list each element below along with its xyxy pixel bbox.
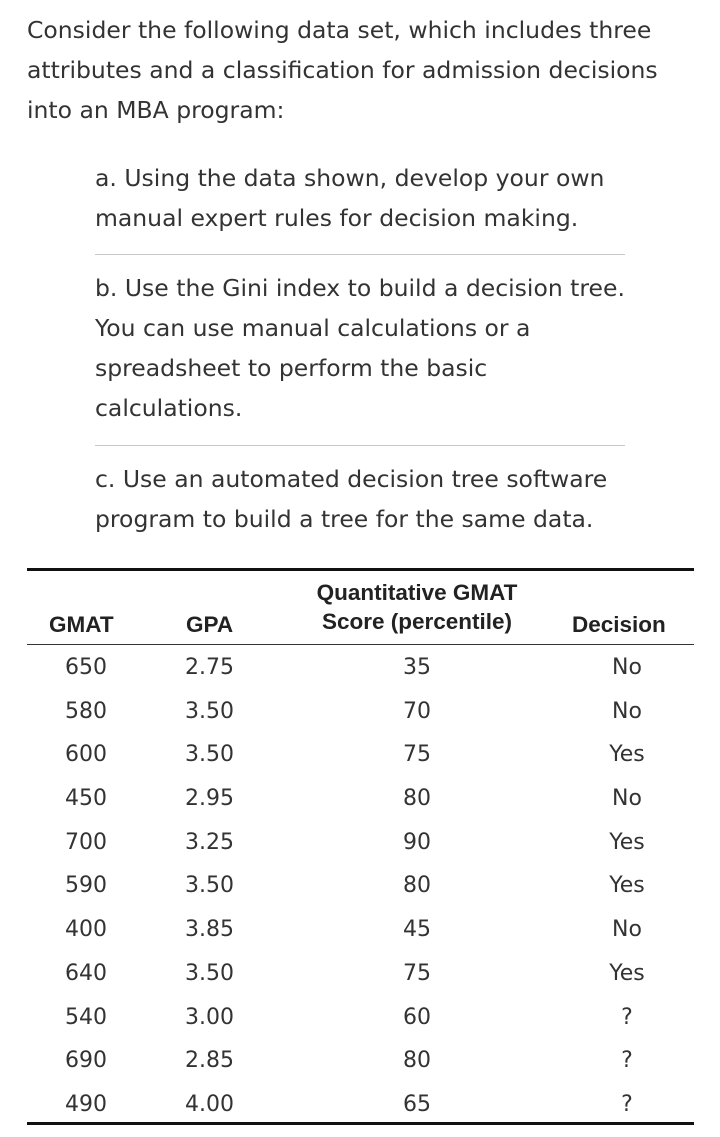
cell-decision: ? (621, 1091, 633, 1117)
cell-gmat: 700 (65, 829, 107, 855)
header-gpa: GPA (186, 612, 234, 637)
cell-gmat: 490 (65, 1091, 107, 1117)
table-row (27, 1039, 694, 1083)
cell-gpa: 2.75 (185, 655, 234, 680)
header-quant-line2: Score (percentile) (321, 609, 513, 634)
cell-quant: 75 (403, 960, 431, 986)
part-c-text: c. Use an automated decision tree software program to build a tree for the same data. (95, 465, 608, 533)
cell-gpa: 3.50 (185, 960, 234, 986)
table-row (27, 952, 694, 996)
table-row (27, 908, 694, 952)
table-row (27, 821, 694, 865)
cell-gmat: 600 (65, 742, 107, 768)
cell-quant: 35 (403, 655, 431, 680)
cell-quant: 60 (403, 1004, 431, 1030)
cell-quant: 80 (403, 786, 431, 812)
cell-gpa: 4.00 (185, 1091, 234, 1117)
table-row (27, 690, 694, 734)
cell-quant: 80 (403, 873, 431, 899)
table-row (27, 733, 694, 777)
cell-gpa: 2.85 (185, 1048, 234, 1074)
cell-quant: 65 (403, 1091, 431, 1117)
cell-decision: No (612, 786, 642, 812)
cell-gmat: 640 (65, 960, 107, 986)
cell-gmat: 690 (65, 1048, 107, 1074)
cell-decision: Yes (609, 960, 645, 986)
header-quant-line1: Quantitative GMAT (316, 580, 518, 605)
cell-gmat: 400 (65, 917, 107, 943)
header-decision: Decision (572, 612, 666, 637)
table-body (27, 646, 694, 1127)
cell-decision: ? (621, 1004, 633, 1030)
table-row (27, 864, 694, 908)
cell-gmat: 650 (65, 655, 107, 680)
part-b-text: b. Use the Gini index to build a decision tree. You can use manual calculations or a spreadsheet to perform the basic calculations. (95, 274, 625, 422)
cell-gmat: 590 (65, 873, 107, 899)
header-quantitative-gmat (282, 578, 552, 636)
cell-gpa: 3.50 (185, 742, 234, 768)
cell-gpa: 3.85 (185, 917, 234, 943)
table-row (27, 996, 694, 1040)
part-a-text: a. Using the data shown, develop your own manual expert rules for decision making. (95, 164, 605, 232)
table-header-rule (27, 644, 694, 645)
cell-gpa: 3.00 (185, 1004, 234, 1030)
cell-quant: 90 (403, 829, 431, 855)
cell-decision: No (612, 917, 642, 943)
cell-decision: No (612, 655, 642, 680)
cell-gpa: 3.50 (185, 698, 234, 724)
divider (95, 254, 625, 255)
cell-quant: 45 (403, 917, 431, 943)
table-top-rule (27, 568, 694, 571)
cell-decision: Yes (609, 829, 645, 855)
table-row (27, 777, 694, 821)
cell-quant: 80 (403, 1048, 431, 1074)
cell-gpa: 3.50 (185, 873, 234, 899)
table-row (27, 1083, 694, 1127)
cell-quant: 70 (403, 698, 431, 724)
cell-decision: Yes (609, 873, 645, 899)
cell-gmat: 580 (65, 698, 107, 724)
cell-gmat: 540 (65, 1004, 107, 1030)
cell-decision: No (612, 698, 642, 724)
table-row (27, 646, 694, 690)
intro-text: Consider the following data set, which includes three attributes and a classification for admission decisions into an MBA program: (27, 16, 658, 124)
cell-gpa: 2.95 (185, 786, 234, 812)
cell-gmat: 450 (65, 786, 107, 812)
header-gmat: GMAT (49, 612, 114, 637)
cell-decision: ? (621, 1048, 633, 1074)
cell-quant: 75 (403, 742, 431, 768)
divider (95, 445, 625, 446)
cell-gpa: 3.25 (185, 829, 234, 855)
cell-decision: Yes (609, 742, 645, 768)
table-bottom-rule (27, 1122, 694, 1125)
